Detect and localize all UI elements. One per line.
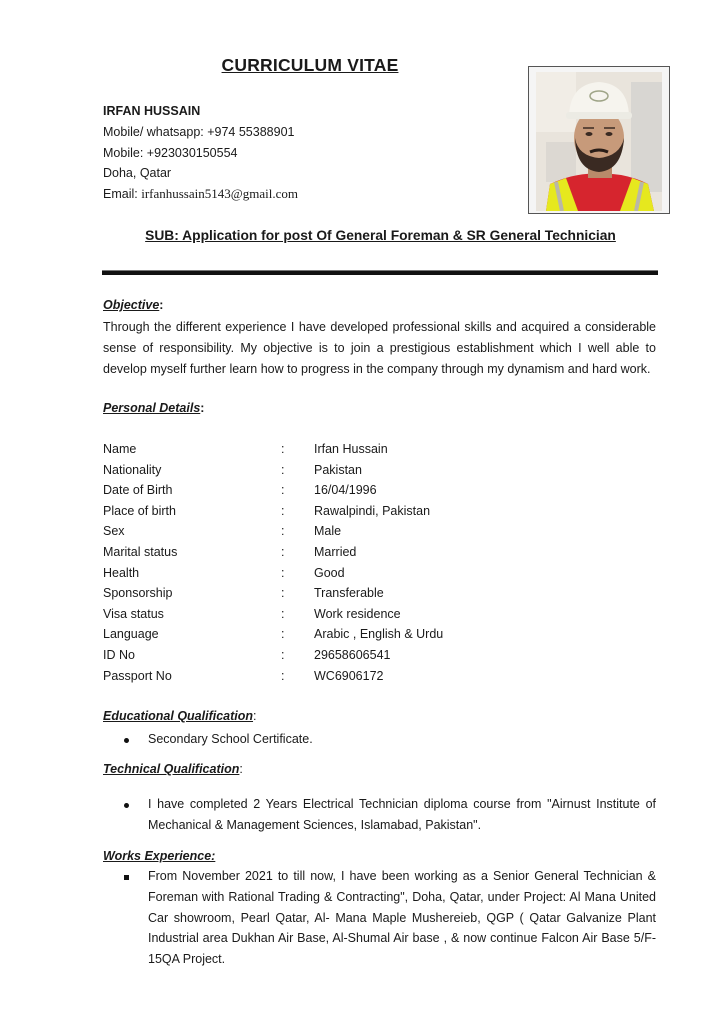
works-experience-heading-text: Works Experience: [103,849,216,863]
detail-label: Place of birth [103,503,176,518]
personal-detail-row [103,504,663,524]
detail-separator: : [281,442,285,456]
personal-detail-row [103,566,663,586]
detail-label: Date of Birth [103,483,173,498]
detail-value: 29658606541 [314,648,391,662]
detail-separator: : [281,524,285,539]
detail-value: Good [314,565,345,580]
detail-label: Marital status [103,545,178,559]
detail-separator: : [281,627,285,642]
personal-detail-row [103,586,663,606]
personal-details-heading [103,401,204,415]
application-subject: SUB: Application for post Of General Foreman & SR General Technician [145,228,616,243]
technical-qualification-heading-text: Technical Qualification [103,762,240,776]
email-label: Email: [103,187,142,201]
detail-separator: : [281,503,285,518]
detail-separator: : [281,606,285,621]
detail-value: 16/04/1996 [314,483,377,498]
detail-label: ID No [103,648,135,662]
personal-detail-row [103,669,663,689]
detail-label: Passport No [103,668,172,683]
heading-colon: : [200,401,205,415]
objective-heading [103,298,163,312]
bullet-icon [124,729,129,750]
detail-label: Name [103,442,137,456]
educational-qualification-heading [103,709,257,723]
detail-separator: : [281,668,285,683]
detail-value: Married [314,545,357,559]
detail-value: Transferable [314,586,384,601]
contact-location: Doha, Qatar [103,166,172,180]
heading-colon: : [239,762,243,776]
personal-detail-row [103,483,663,503]
detail-label: Health [103,565,140,580]
personal-detail-row [103,524,663,544]
educational-qualification-heading-text: Educational Qualification [103,709,254,723]
document-title: CURRICULUM VITAE [221,55,399,75]
objective-heading-text: Objective [103,298,160,312]
detail-label: Sex [103,524,125,539]
profile-photo-image [536,72,662,211]
technical-item-text: I have completed 2 Years Electrical Technician diploma course from "Airnust Institute of Mechanical & Management Sciences, Islamabad, Pakistan". [148,797,656,832]
detail-separator: : [281,462,285,477]
experience-item-text: From November 2021 to till now, I have been working as a Senior General Technician & Foreman with Rational Trading & Contracting", Doha, Qatar, under Project: Al Mana United Car showroom, Pearl Qatar, Al- Mana Maple Mushereieb, QGP ( Qatar Galvanize Plant Industrial area Dukhan Air Base, Al-Shumal Air base , & now continue Falcon Air Base 5/F-15QA Project. [148,869,656,967]
personal-details-heading-text: Personal Details [103,401,201,415]
works-experience-heading [103,849,215,863]
heading-colon: : [159,298,164,312]
applicant-name: IRFAN HUSSAIN [103,104,201,118]
detail-separator: : [281,565,285,580]
detail-value: Male [314,524,342,539]
detail-value: Irfan Hussain [314,442,388,456]
detail-label: Sponsorship [103,586,173,601]
detail-label: Visa status [103,606,164,621]
objective-text: Through the different experience I have developed professional skills and acquired a considerable sense of responsibility. My objective is to join a prestigious establishment which I well able to develop myself further learn how to progress in the company through my dynamism and hard work. [103,320,656,376]
heading-colon: : [253,709,257,723]
personal-detail-row [103,607,663,627]
education-item-text: Secondary School Certificate. [148,732,313,746]
detail-separator: : [281,648,285,662]
bullet-icon [124,794,129,815]
detail-value: Pakistan [314,462,362,477]
personal-detail-row [103,648,663,668]
detail-label: Nationality [103,462,162,477]
email-address: irfanhussain5143@gmail.com [141,186,298,201]
detail-separator: : [281,586,285,601]
detail-separator: : [281,483,285,498]
contact-email [103,186,298,202]
personal-detail-row [103,627,663,647]
detail-value: WC6906172 [314,668,384,683]
square-bullet-icon [124,866,129,887]
personal-detail-row [103,463,663,483]
section-divider [102,271,658,275]
detail-value: Arabic , English & Urdu [314,627,444,642]
detail-value: Rawalpindi, Pakistan [314,503,431,518]
contact-mobile-whatsapp: Mobile/ whatsapp: +974 55388901 [103,125,295,139]
personal-detail-row [103,545,663,565]
contact-mobile: Mobile: +923030150554 [103,146,238,160]
detail-label: Language [103,627,159,642]
technical-qualification-heading [103,762,243,776]
profile-photo [528,66,670,214]
personal-detail-row [103,442,663,462]
detail-separator: : [281,545,285,559]
detail-value: Work residence [314,606,401,621]
